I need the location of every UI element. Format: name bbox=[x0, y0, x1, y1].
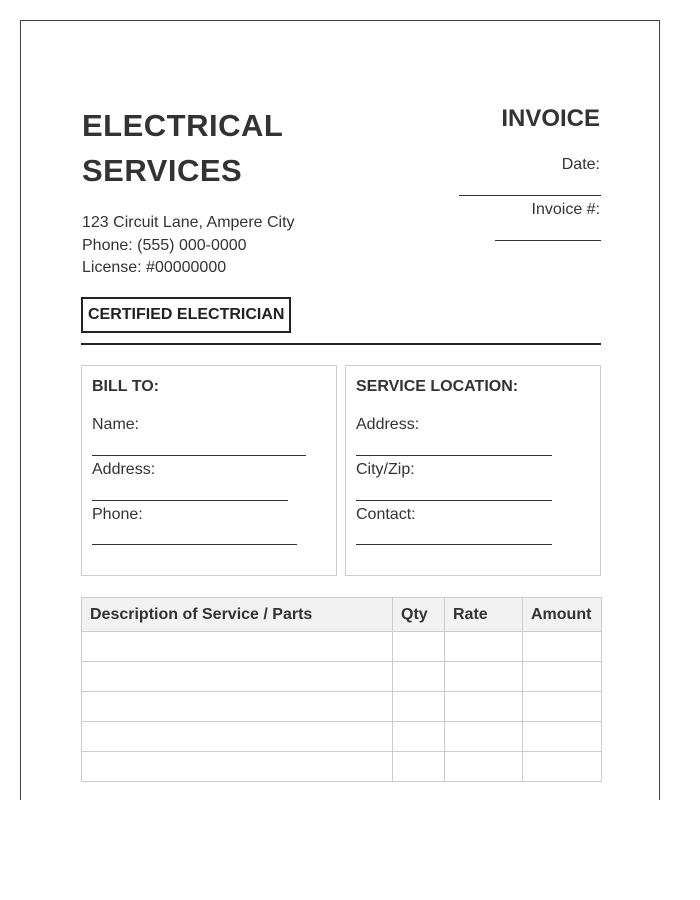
bill-to-phone-field[interactable] bbox=[92, 544, 297, 545]
qty-cell[interactable] bbox=[393, 722, 445, 752]
amount-cell[interactable] bbox=[523, 692, 602, 722]
bill-to-phone-label: Phone: bbox=[92, 506, 143, 523]
service-location-title: SERVICE LOCATION: bbox=[356, 378, 519, 395]
amount-cell[interactable] bbox=[523, 752, 602, 782]
column-header-qty: Qty bbox=[393, 598, 445, 632]
table-row bbox=[82, 662, 602, 692]
table-header-row bbox=[82, 598, 602, 632]
description-cell[interactable] bbox=[82, 752, 393, 782]
column-header-rate: Rate bbox=[445, 598, 523, 632]
service-address-field[interactable] bbox=[356, 455, 552, 456]
bill-to-address-field[interactable] bbox=[92, 500, 288, 501]
table-row bbox=[82, 752, 602, 782]
rate-cell[interactable] bbox=[445, 752, 523, 782]
date-field[interactable] bbox=[459, 195, 601, 196]
company-contact bbox=[82, 212, 295, 280]
rate-cell[interactable] bbox=[445, 692, 523, 722]
date-label: Date: bbox=[561, 156, 600, 173]
bill-to-name-label: Name: bbox=[92, 416, 140, 433]
table-row bbox=[82, 722, 602, 752]
certified-badge: CERTIFIED ELECTRICIAN bbox=[81, 297, 291, 333]
service-cityzip-label: City/Zip: bbox=[356, 461, 415, 478]
amount-cell[interactable] bbox=[523, 662, 602, 692]
company-name-line2: SERVICES bbox=[82, 153, 243, 188]
service-contact-label: Contact: bbox=[356, 506, 416, 523]
invoice-title: INVOICE bbox=[501, 105, 600, 132]
description-cell[interactable] bbox=[82, 632, 393, 662]
items-table bbox=[81, 597, 602, 782]
qty-cell[interactable] bbox=[393, 662, 445, 692]
table-row bbox=[82, 632, 602, 662]
rate-cell[interactable] bbox=[445, 632, 523, 662]
rate-cell[interactable] bbox=[445, 662, 523, 692]
amount-cell[interactable] bbox=[523, 722, 602, 752]
invoice-number-label: Invoice #: bbox=[531, 201, 600, 218]
amount-cell[interactable] bbox=[523, 632, 602, 662]
invoice-sheet bbox=[20, 20, 660, 800]
company-name bbox=[82, 103, 402, 193]
table-row bbox=[82, 692, 602, 722]
bill-to-title: BILL TO: bbox=[92, 378, 159, 395]
description-cell[interactable] bbox=[82, 692, 393, 722]
description-cell[interactable] bbox=[82, 722, 393, 752]
company-license: License: #00000000 bbox=[82, 259, 227, 276]
company-phone: Phone: (555) 000-0000 bbox=[82, 236, 247, 254]
rate-cell[interactable] bbox=[445, 722, 523, 752]
bill-to-box bbox=[81, 365, 337, 576]
bill-to-name-field[interactable] bbox=[92, 455, 306, 456]
service-contact-field[interactable] bbox=[356, 544, 552, 545]
service-location-box bbox=[345, 365, 601, 576]
description-cell[interactable] bbox=[82, 662, 393, 692]
service-cityzip-field[interactable] bbox=[356, 500, 552, 501]
qty-cell[interactable] bbox=[393, 632, 445, 662]
service-address-label: Address: bbox=[356, 416, 420, 433]
column-header-description: Description of Service / Parts bbox=[82, 598, 393, 632]
items-table-wrap bbox=[81, 597, 601, 782]
column-header-amount: Amount bbox=[523, 598, 602, 632]
company-name-line1: ELECTRICAL bbox=[82, 108, 284, 143]
qty-cell[interactable] bbox=[393, 752, 445, 782]
qty-cell[interactable] bbox=[393, 692, 445, 722]
bill-to-address-label: Address: bbox=[92, 461, 156, 478]
invoice-number-field[interactable] bbox=[495, 240, 601, 241]
company-address: 123 Circuit Lane, Ampere City bbox=[82, 214, 295, 231]
header-divider bbox=[81, 343, 601, 345]
